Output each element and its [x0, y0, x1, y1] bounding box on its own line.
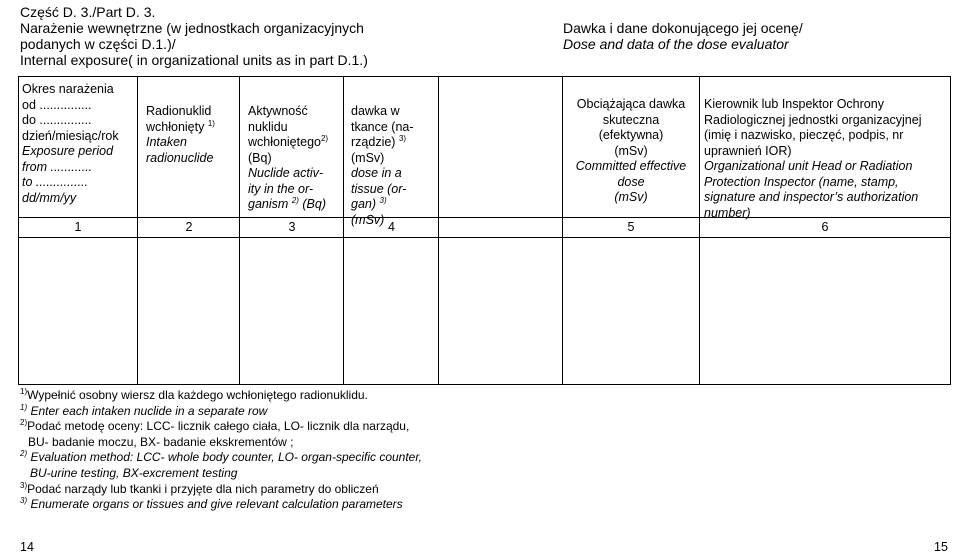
- col6-en-2: Protection Inspector (name, stamp,: [704, 174, 899, 189]
- footnote-1-en-text: Enter each intaken nuclide in a separate row: [30, 403, 268, 418]
- col6-en-1: Organizational unit Head or Radiation: [704, 159, 913, 173]
- footnote-3-en-marker: 3): [20, 496, 28, 506]
- col3-pl-2: nuklidu: [248, 119, 288, 134]
- col1-en-3: to ...............: [22, 175, 88, 189]
- col2-en-2: radionuclide: [146, 150, 214, 165]
- col5-en-1: Committed effective: [575, 159, 687, 173]
- col4-pl-2: tkance (na-: [351, 119, 414, 134]
- footnote-3-en: [20, 497, 580, 513]
- col-number-3: 3: [288, 220, 296, 234]
- footnote-2-pl-text: Podać metodę oceny: LCC- licznik całego ciała, LO- licznik dla narządu,: [27, 419, 410, 434]
- col3-unit: (Bq): [248, 150, 272, 165]
- col3-footnote-ref-1: 2): [320, 134, 329, 143]
- header-part-title: Część D. 3./Part D. 3.: [20, 4, 156, 20]
- col3-header: [248, 104, 342, 213]
- table-top-border: [18, 76, 950, 77]
- col3-pl-3: wchłoniętego: [248, 135, 321, 149]
- col4-pl-3: rządzie): [351, 135, 396, 149]
- footnote-2-pl-cont: BU- badanie moczu, BX- badanie ekskrementów ;: [28, 434, 294, 449]
- col3-footnote-ref-2: 2): [291, 196, 299, 205]
- table-bottom-border: [18, 384, 950, 385]
- header-exposure-pl-cont: podanych w części D.1.)/: [20, 36, 176, 52]
- col6-en-4: number): [704, 205, 751, 220]
- col6-pl-1: Kierownik lub Inspektor Ochrony: [704, 97, 884, 111]
- footnote-2-en-text: Evaluation method: LCC- whole body counter, LO- organ-specific counter,: [30, 450, 423, 465]
- col5-en-3: (mSv): [614, 190, 648, 204]
- footnote-1-en: [20, 404, 580, 420]
- footnote-2-en-cont: BU-urine testing, BX-excrement testing: [30, 465, 238, 480]
- col3-en-1: Nuclide activ-: [248, 166, 324, 180]
- col4-en-unit: (mSv): [351, 212, 385, 227]
- col6-header: [704, 97, 948, 221]
- col6-pl-4: uprawnień IOR): [704, 143, 792, 158]
- header-exposure-pl: Narażenie wewnętrzne (w jednostkach organizacyjnych: [20, 20, 364, 36]
- col2-pl-1: Radionuklid: [146, 104, 212, 118]
- col2-footnote-ref: 1): [207, 118, 215, 128]
- col1-pl-3: do ...............: [22, 113, 92, 127]
- col4-footnote-ref-2: 3): [379, 196, 387, 205]
- footnote-2-pl: [20, 419, 580, 435]
- footnote-2-pl-marker: 2): [20, 418, 28, 428]
- col-number-5: 5: [627, 220, 635, 234]
- col1-header: [22, 82, 136, 206]
- page-number-right: 15: [934, 540, 948, 554]
- col3-en-2: ity in the or-: [248, 181, 314, 196]
- col6-pl-2: Radiologicznej jednostki organizacyjnej: [704, 112, 922, 127]
- col6-pl-3: (imię i nazwisko, pieczęć, podpis, nr: [704, 128, 904, 142]
- header-left: [20, 4, 540, 68]
- footnote-3-en-text: Enumerate organs or tissues and give relevant calculation parameters: [30, 497, 403, 512]
- table-right-border: [950, 76, 951, 385]
- footnote-1-pl-marker: 1): [20, 387, 28, 396]
- col3-en-3: ganism: [248, 197, 289, 211]
- footnote-2-en: [20, 450, 580, 466]
- header-dose-en: Dose and data of the dose evaluator: [563, 36, 789, 52]
- col4-header: [351, 104, 437, 228]
- table-number-divider: [18, 237, 950, 238]
- col4-en-2: tissue (or-: [351, 181, 407, 196]
- col-number-2: 2: [185, 220, 193, 234]
- col4-en-1: dose in a: [351, 166, 402, 180]
- col1-en-4: dd/mm/yy: [22, 190, 77, 205]
- col4-en-3: gan): [351, 197, 377, 211]
- col1-pl-4: dzień/miesiąc/rok: [22, 128, 119, 143]
- col-number-4: 4: [388, 220, 395, 234]
- col1-en-1: Exposure period: [22, 144, 114, 158]
- col5-en-2: dose: [617, 174, 645, 189]
- col5-pl-3: (efektywna): [598, 128, 664, 142]
- col1-en-2: from ............: [22, 159, 93, 174]
- col1-pl-2: od ...............: [22, 97, 92, 112]
- col4-unit: (mSv): [351, 150, 385, 165]
- footnote-2-en-marker: 2): [20, 449, 28, 459]
- footnote-1-pl-text: Wypełnić osobny wiersz dla każdego wchłoniętego radionuklidu.: [27, 388, 368, 402]
- col4-footnote-ref-1: 3): [398, 134, 407, 143]
- header-dose-pl: Dawka i dane dokonującego jej ocenę/: [563, 20, 803, 36]
- footnote-3-pl-marker: 3): [20, 480, 28, 490]
- footnote-1-en-marker: 1): [20, 402, 28, 412]
- col6-en-3: signature and inspector’s authorization: [704, 190, 919, 204]
- header-exposure-en: Internal exposure( in organizational units as in part D.1.): [20, 52, 368, 68]
- col2-pl-2: wchłonięty: [146, 119, 205, 134]
- col1-pl-1: Okres narażenia: [22, 82, 114, 96]
- col3-en-unit: (Bq): [302, 197, 327, 211]
- col2-en-1: Intaken: [146, 135, 188, 149]
- footnote-3-pl-text: Podać narządy lub tkanki i przyjęte dla nich parametry do obliczeń: [27, 481, 379, 496]
- page-number-left: 14: [20, 540, 34, 554]
- col2-header: [146, 104, 238, 166]
- col-number-1: 1: [74, 220, 82, 234]
- col5-header: [563, 97, 699, 206]
- footnote-3-pl: [20, 482, 580, 498]
- col-number-6: 6: [821, 220, 829, 234]
- col5-pl-4: (mSv): [614, 143, 648, 158]
- footnote-1-pl: [20, 388, 580, 404]
- col3-pl-1: Aktywność: [248, 104, 308, 118]
- col4-pl-1: dawka w: [351, 104, 400, 118]
- footnotes: [20, 388, 580, 513]
- header-right: [563, 20, 953, 52]
- col5-pl-2: skuteczna: [602, 112, 660, 127]
- col5-pl-1: Obciążająca dawka: [576, 97, 686, 111]
